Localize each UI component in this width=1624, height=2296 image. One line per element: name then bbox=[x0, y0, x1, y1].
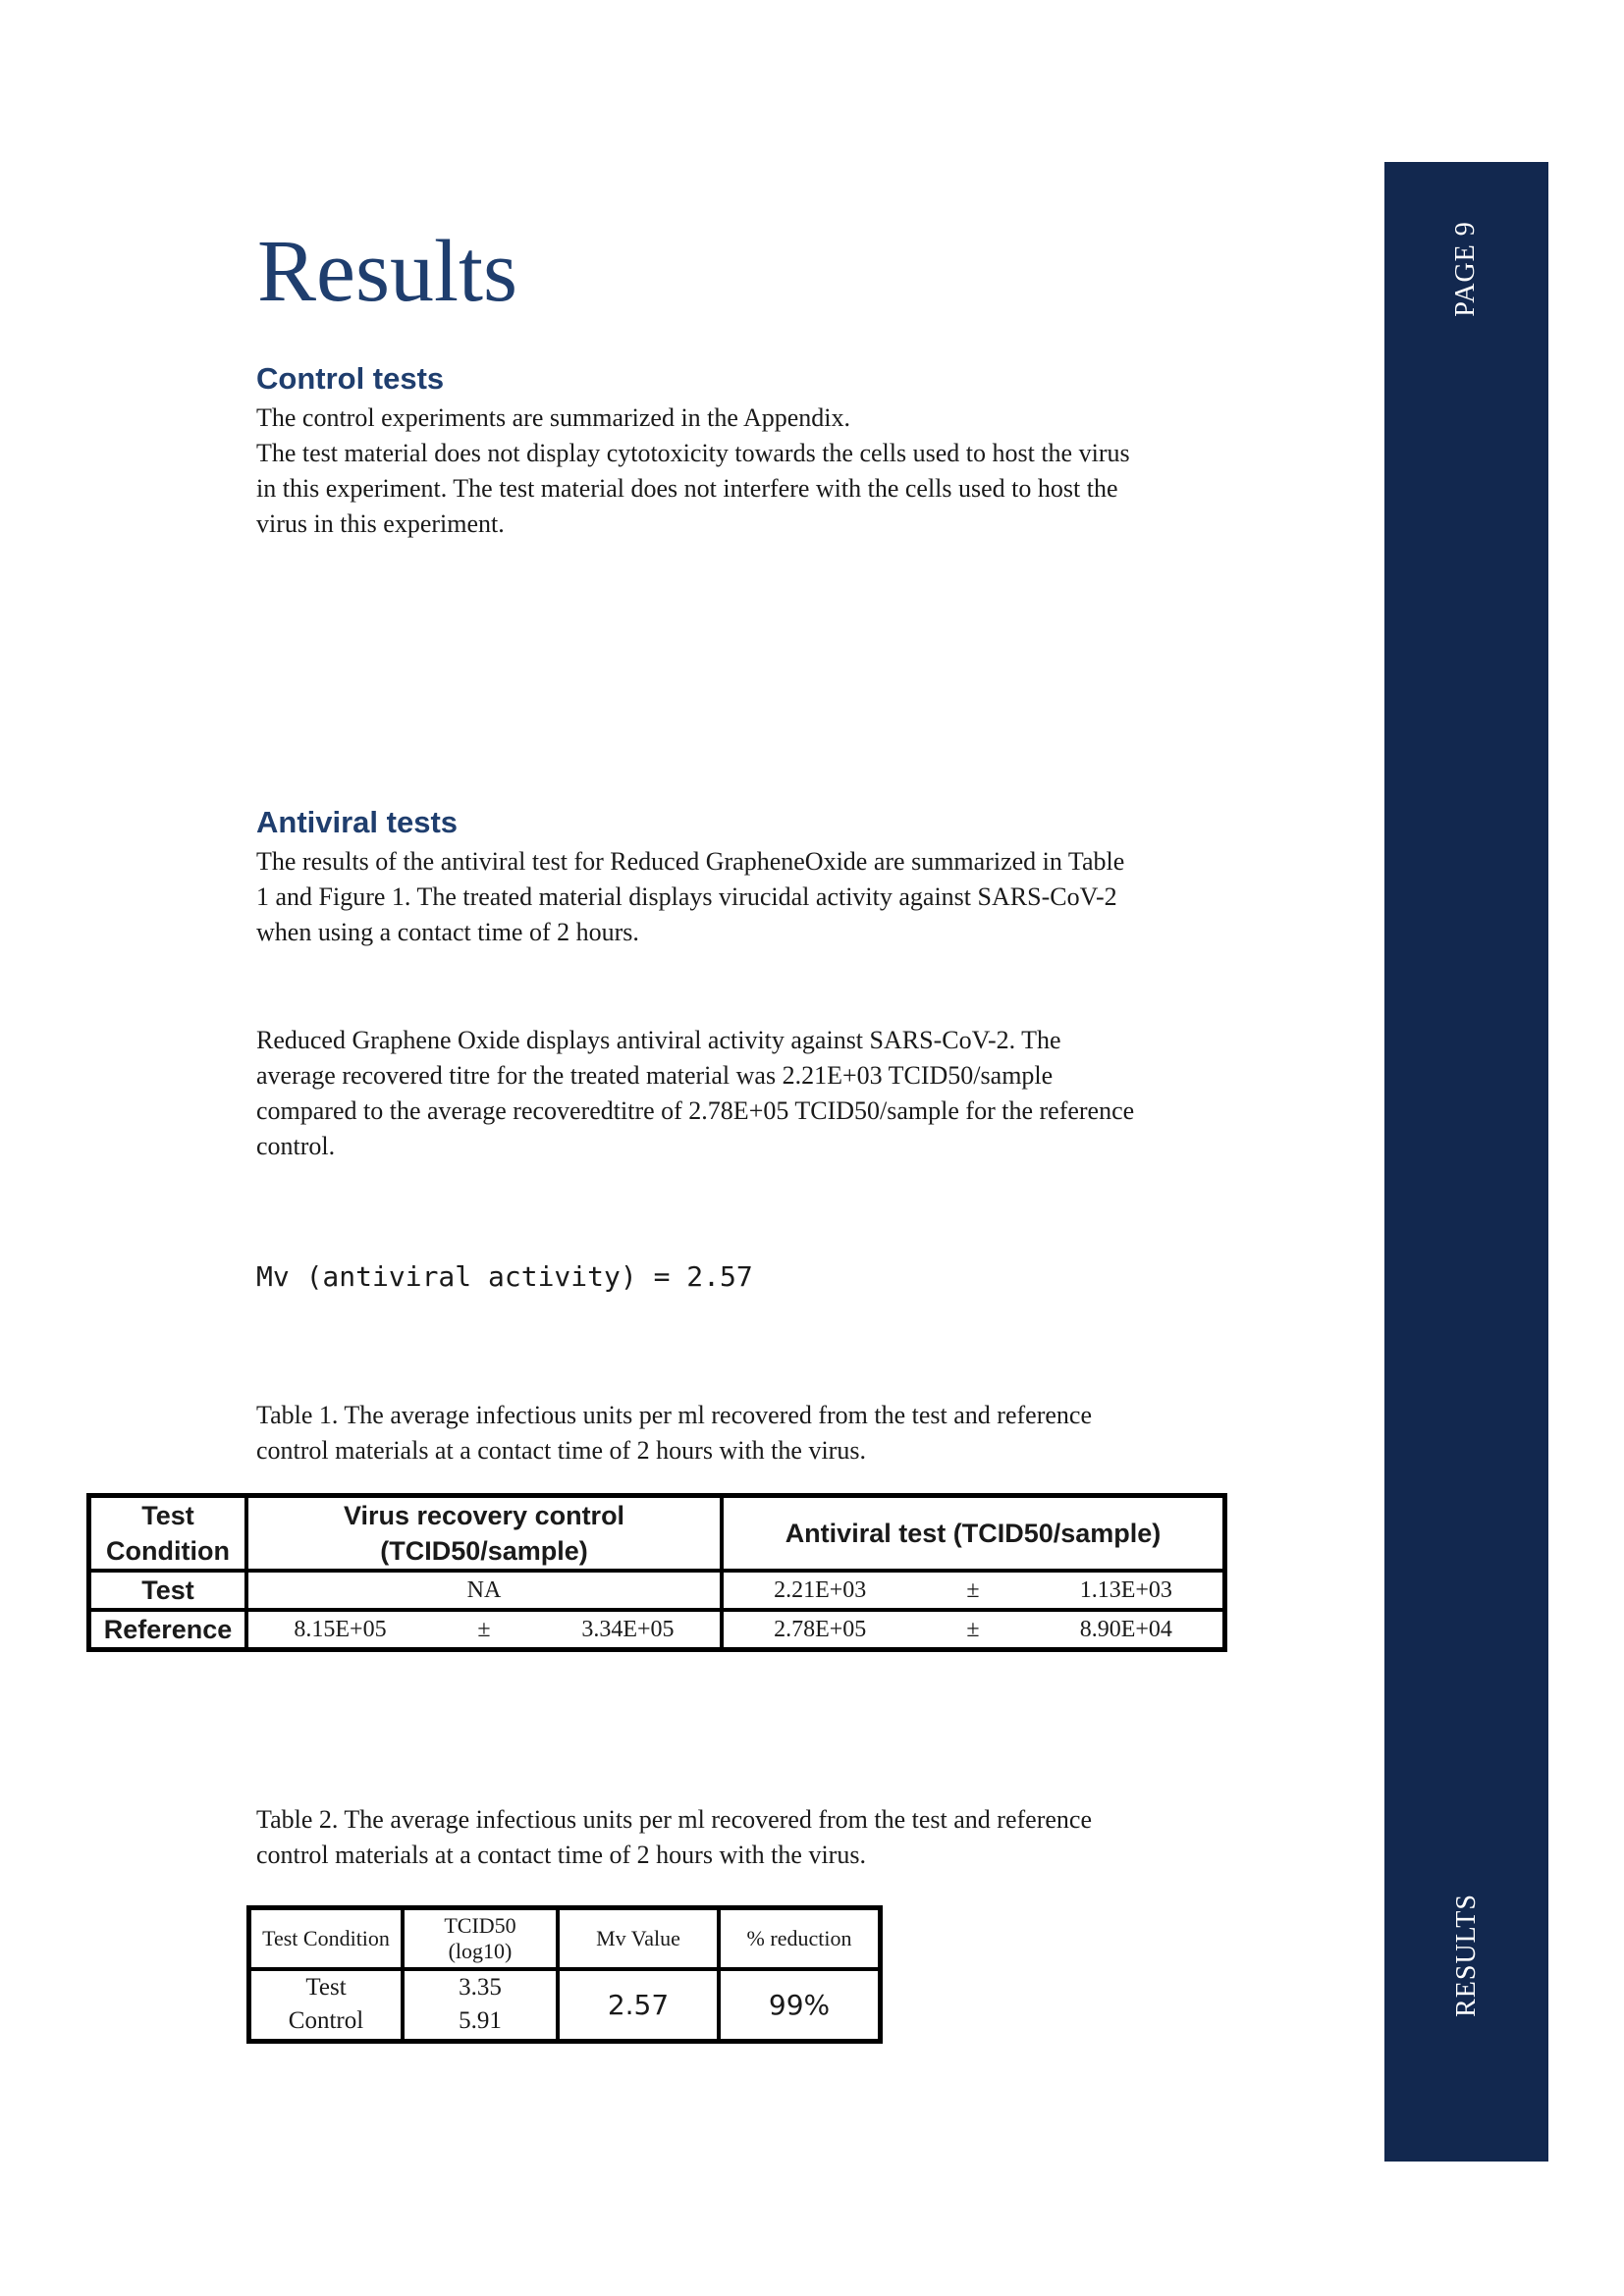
sd-value: 8.90E+04 bbox=[1079, 1616, 1172, 1642]
tcid50-value: 3.35 bbox=[459, 1974, 502, 2002]
tcid50-cell bbox=[403, 1969, 558, 2042]
sidebar-band bbox=[1384, 162, 1548, 2162]
header-cell: Mv Value bbox=[558, 1908, 719, 1969]
text-line: control materials at a contact time of 2 hours with the virus. bbox=[256, 1841, 866, 1869]
header-antiviral-test: Antiviral test (TCID50/sample) bbox=[722, 1496, 1225, 1572]
tcid50-value: 5.91 bbox=[459, 2007, 502, 2035]
text-line: Table 1. The average infectious units per ml recovered from the test and reference bbox=[256, 1401, 1092, 1429]
text-line: 1 and Figure 1. The treated material displays virucidal activity against SARS-CoV-2 bbox=[256, 882, 1117, 911]
header-virus-recovery bbox=[246, 1496, 722, 1572]
table1 bbox=[86, 1493, 1227, 1652]
text-line: Table 2. The average infectious units per ml recovered from the test and reference bbox=[256, 1805, 1092, 1834]
table2-caption bbox=[256, 1802, 1228, 1873]
condition-label: Test bbox=[305, 1974, 347, 2002]
header-line: (TCID50/sample) bbox=[380, 1536, 588, 1566]
text-line: average recovered titre for the treated material was 2.21E+03 TCID50/sample bbox=[256, 1061, 1054, 1090]
header-cell: % reduction bbox=[719, 1908, 881, 1969]
text-line: Reduced Graphene Oxide displays antiviral activity against SARS-CoV-2. The bbox=[256, 1026, 1061, 1054]
text-line: The control experiments are summarized in the Appendix. bbox=[256, 403, 851, 432]
header-line: Virus recovery control bbox=[343, 1501, 625, 1530]
table2 bbox=[246, 1905, 883, 2044]
row-label: Test bbox=[89, 1571, 247, 1610]
row-label: Reference bbox=[89, 1610, 247, 1650]
text-line: compared to the average recoveredtitre of 2.78E+05 TCID50/sample for the reference bbox=[256, 1096, 1135, 1125]
sd-value: 1.13E+03 bbox=[1079, 1576, 1172, 1603]
antiviral-paragraph-1 bbox=[256, 844, 1228, 950]
text-line: The results of the antiviral test for Reduced GrapheneOxide are summarized in Table bbox=[256, 847, 1125, 876]
table-row bbox=[89, 1571, 1225, 1610]
plus-minus: ± bbox=[966, 1576, 980, 1603]
table1-caption bbox=[256, 1398, 1228, 1468]
header-cell: Test Condition bbox=[249, 1908, 404, 1969]
mean-value: 2.21E+03 bbox=[774, 1576, 867, 1603]
text-line: virus in this experiment. bbox=[256, 509, 505, 538]
mv-antiviral-activity: Mv (antiviral activity) = 2.57 bbox=[256, 1260, 753, 1293]
mean-value: 2.78E+05 bbox=[774, 1616, 867, 1642]
antiviral-value bbox=[722, 1571, 1225, 1610]
virus-recovery-value: NA bbox=[246, 1571, 722, 1610]
header-cell: TCID50 (log10) bbox=[403, 1908, 558, 1969]
table-header-row bbox=[249, 1908, 881, 1969]
text-line: The test material does not display cytotoxicity towards the cells used to host the virus bbox=[256, 439, 1130, 467]
reduction-cell: 99% bbox=[719, 1969, 881, 2042]
header-line: Test bbox=[141, 1501, 194, 1530]
antiviral-value bbox=[722, 1610, 1225, 1650]
text-line: in this experiment. The test material does not interfere with the cells used to host the bbox=[256, 474, 1118, 503]
plus-minus: ± bbox=[477, 1616, 491, 1642]
condition-label: Control bbox=[288, 2007, 364, 2035]
header-line: Condition bbox=[106, 1536, 230, 1566]
table-header-row bbox=[89, 1496, 1225, 1572]
text-line: control. bbox=[256, 1132, 336, 1160]
page-title: Results bbox=[257, 223, 518, 320]
control-tests-heading: Control tests bbox=[256, 361, 445, 396]
page-number-label: PAGE 9 bbox=[1450, 221, 1481, 317]
control-tests-paragraph bbox=[256, 400, 1228, 542]
sd-value: 3.34E+05 bbox=[581, 1616, 675, 1642]
antiviral-paragraph-2 bbox=[256, 1023, 1226, 1164]
header-test-condition bbox=[89, 1496, 247, 1572]
mean-value: 8.15E+05 bbox=[294, 1616, 387, 1642]
table-row bbox=[89, 1610, 1225, 1650]
plus-minus: ± bbox=[966, 1616, 980, 1642]
virus-recovery-value bbox=[246, 1610, 722, 1650]
mv-value-cell: 2.57 bbox=[558, 1969, 719, 2042]
antiviral-tests-heading: Antiviral tests bbox=[256, 805, 459, 839]
text-line: when using a contact time of 2 hours. bbox=[256, 918, 639, 946]
table-row bbox=[249, 1969, 881, 2042]
section-label: RESULTS bbox=[1451, 1894, 1482, 2017]
text-line: control materials at a contact time of 2 hours with the virus. bbox=[256, 1436, 866, 1465]
condition-cell bbox=[249, 1969, 404, 2042]
